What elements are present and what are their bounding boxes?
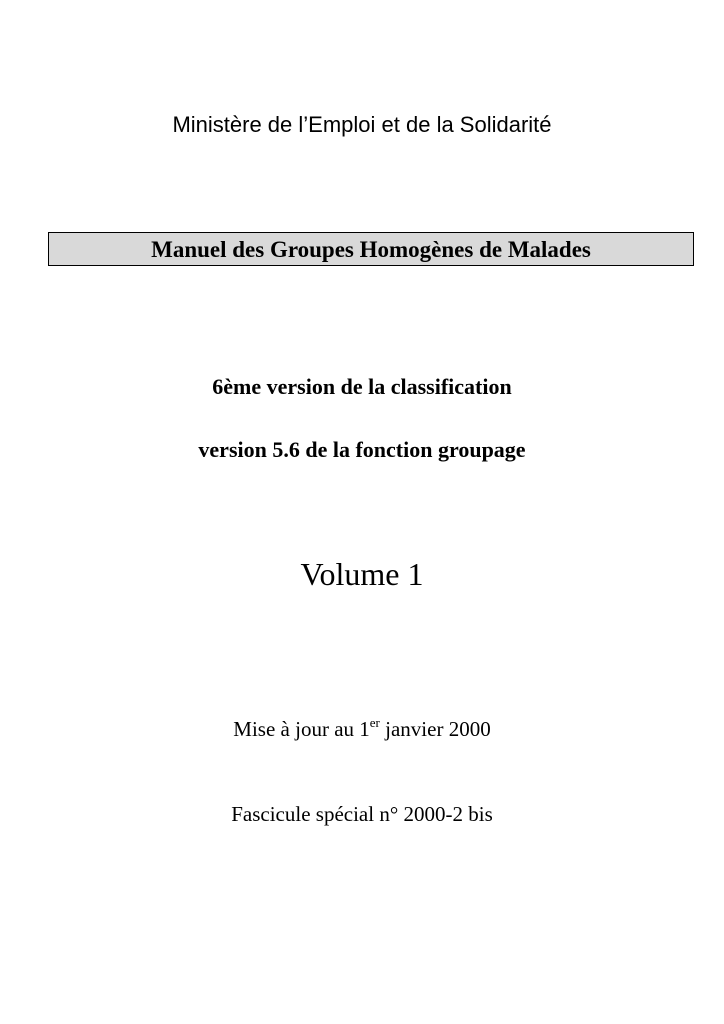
update-date <box>0 717 724 742</box>
fascicule-label: Fascicule spécial n° 2000-2 bis <box>231 802 493 826</box>
update-date-suffix: janvier 2000 <box>379 717 491 741</box>
update-date-prefix: Mise à jour au 1 <box>233 717 370 741</box>
manual-title-box <box>48 232 694 266</box>
ministry-heading: Ministère de l’Emploi et de la Solidarité <box>172 112 552 137</box>
manual-title: Manuel des Groupes Homogènes de Malades <box>151 237 591 262</box>
update-date-superscript: er <box>369 715 380 730</box>
volume-label: Volume 1 <box>300 556 424 592</box>
function-version: version 5.6 de la fonction groupage <box>198 437 526 462</box>
classification-version: 6ème version de la classification <box>212 374 512 399</box>
